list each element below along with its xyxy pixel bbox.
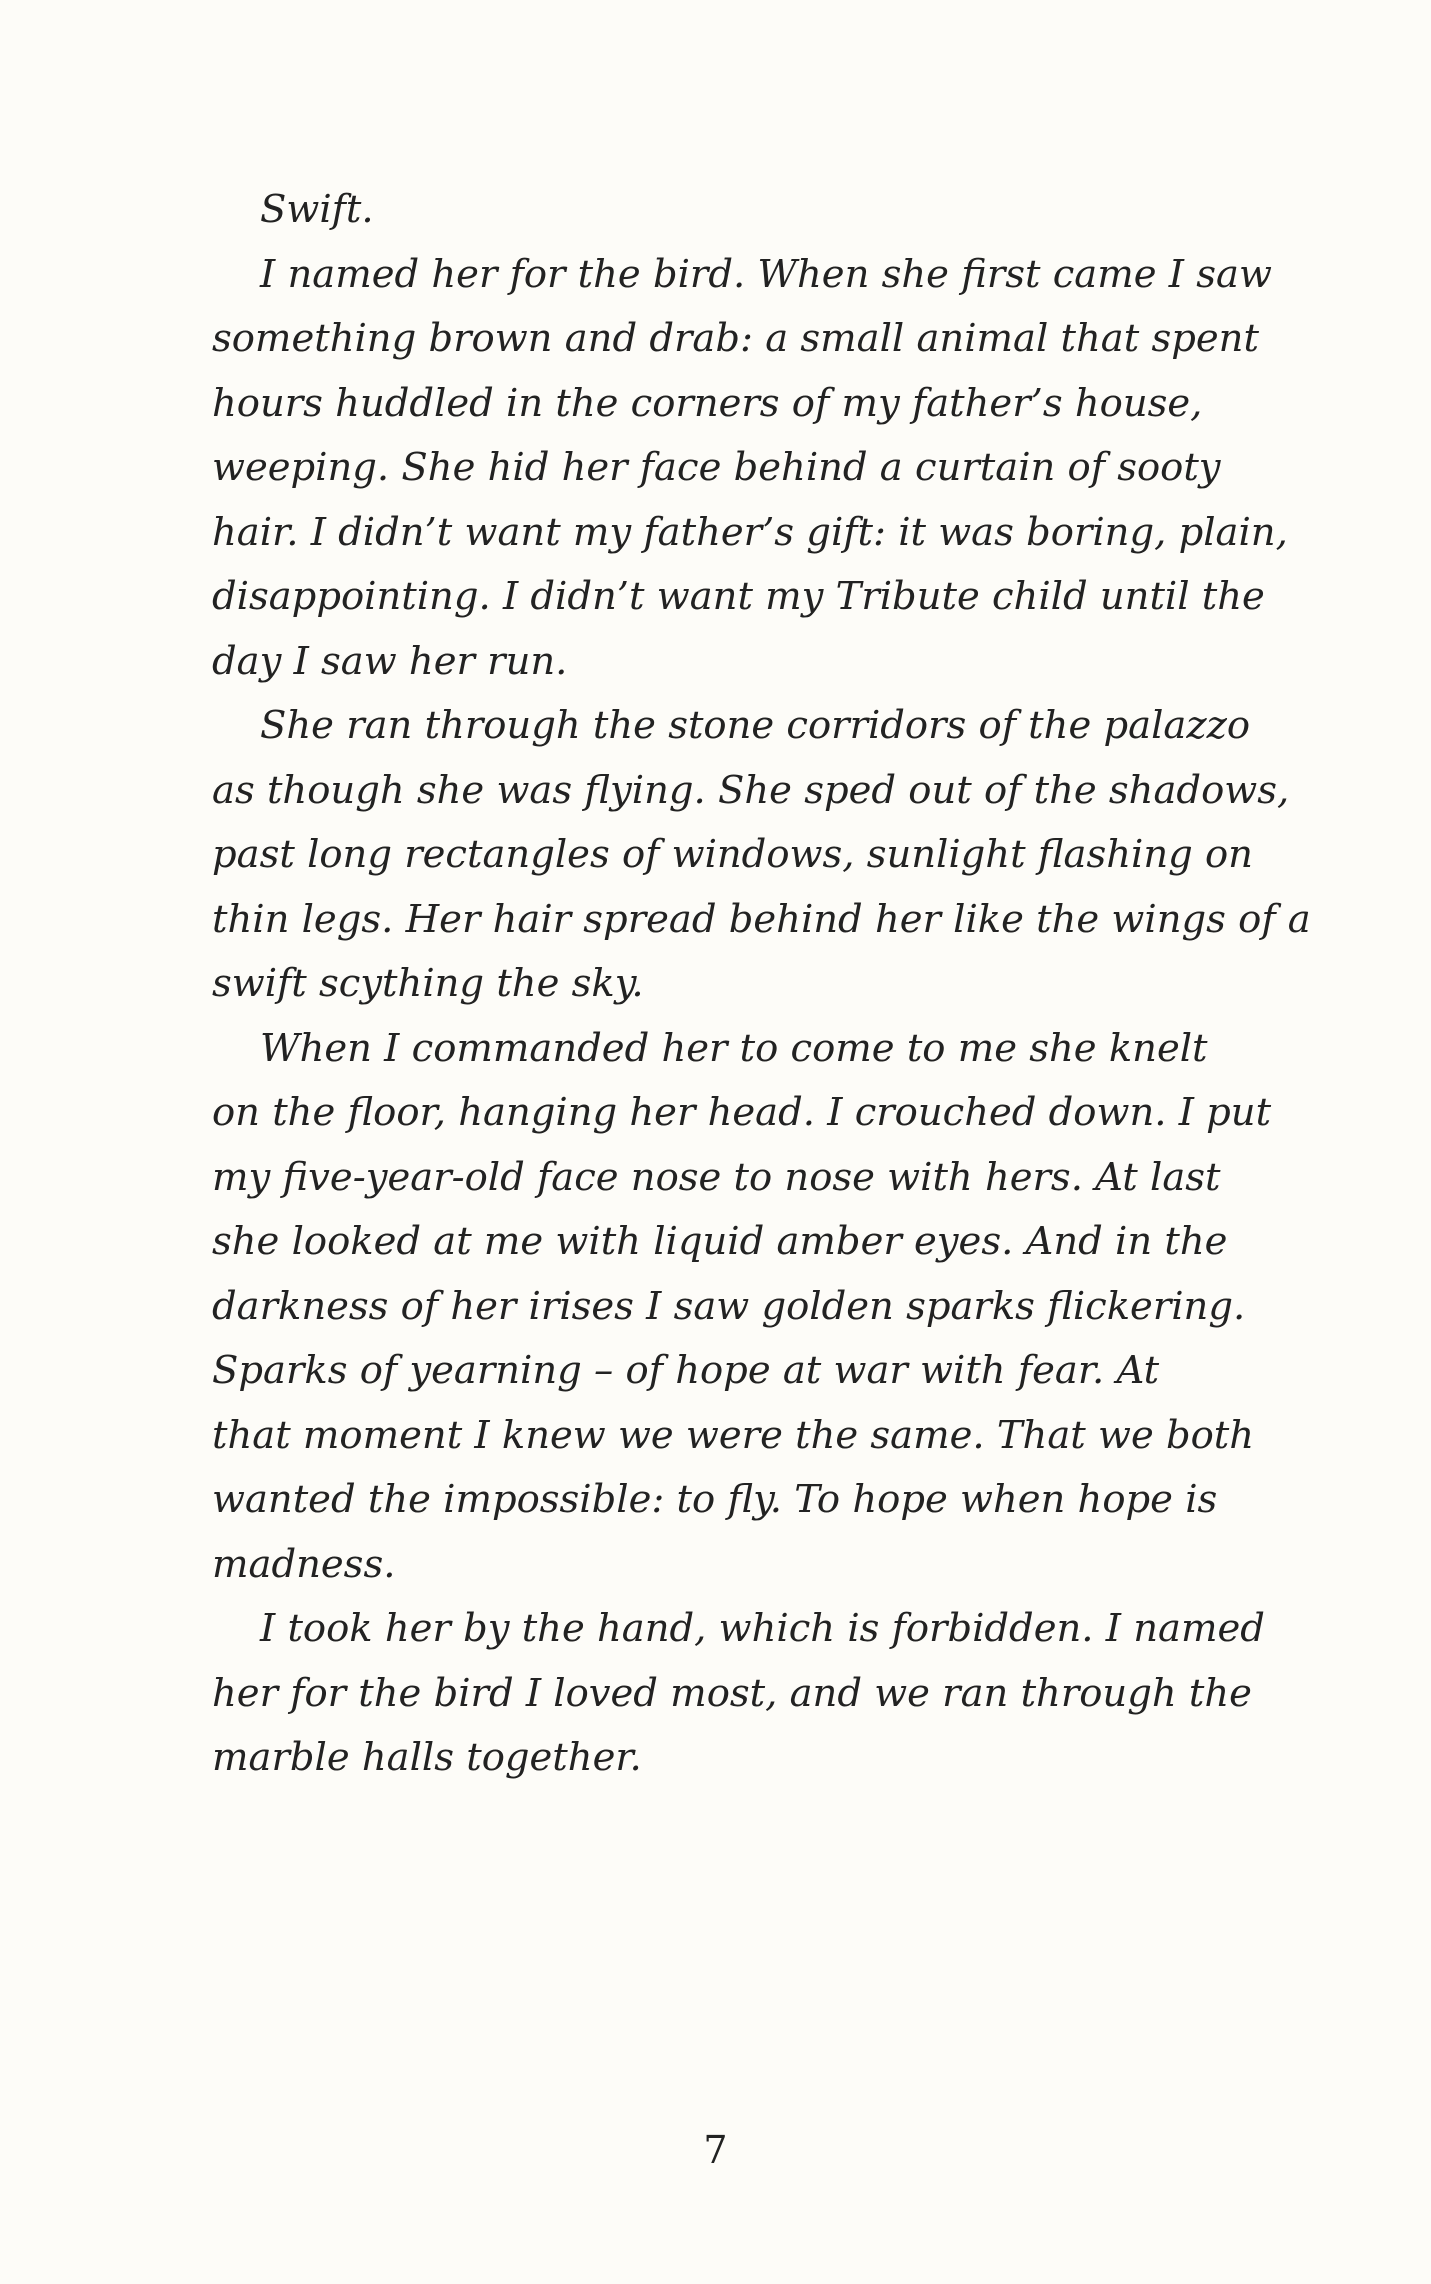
text-line: on the floor, hanging her head. I crouched down. I put [212, 1090, 1272, 1135]
text-line: Swift. [260, 187, 374, 232]
text-line: past long rectangles of windows, sunlight flashing on [212, 832, 1253, 877]
text-line: that moment I knew we were the same. That we both [212, 1412, 1255, 1458]
page-number: 7 [703, 2128, 728, 2172]
text-line: When I commanded her to come to me she knelt [260, 1025, 1208, 1071]
text-line: I took her by the hand, which is forbidden. I named [260, 1606, 1265, 1651]
paragraph [212, 178, 1232, 243]
paragraph [212, 694, 1311, 1017]
text-line: hours huddled in the corners of my father’s house, [212, 380, 1203, 426]
paragraph [212, 243, 1288, 695]
text-line: swift scything the sky. [212, 961, 644, 1006]
text-line: my five-year-old face nose to nose with hers. At last [212, 1154, 1221, 1200]
text-line: darkness of her irises I saw golden sparks flickering. [212, 1283, 1246, 1329]
text-line: day I saw her run. [212, 638, 568, 684]
paragraph [212, 1597, 1265, 1791]
text-line: thin legs. Her hair spread behind her like the wings of a [212, 896, 1311, 942]
text-line: I named her for the bird. When she first came I saw [260, 251, 1272, 297]
body-text [212, 178, 1311, 1791]
text-line: her for the bird I loved most, and we ran through the [212, 1670, 1252, 1716]
text-line: madness. [212, 1541, 396, 1587]
text-line: disappointing. I didn’t want my Tribute child until the [212, 574, 1265, 619]
text-line: weeping. She hid her face behind a curtain of sooty [212, 445, 1221, 490]
text-line: she looked at me with liquid amber eyes. And in the [212, 1219, 1228, 1264]
text-line: hair. I didn’t want my father’s gift: it was boring, plain, [212, 509, 1288, 555]
text-line: something brown and drab: a small animal that spent [212, 316, 1259, 361]
text-line: Sparks of yearning – of hope at war with fear. At [212, 1348, 1160, 1393]
text-line: marble halls together. [212, 1735, 642, 1780]
text-line: wanted the impossible: to fly. To hope when hope is [212, 1477, 1218, 1522]
text-line: She ran through the stone corridors of the palazzo [260, 703, 1251, 748]
paragraph [212, 1017, 1272, 1598]
text-line: as though she was flying. She sped out of the shadows, [212, 767, 1290, 813]
